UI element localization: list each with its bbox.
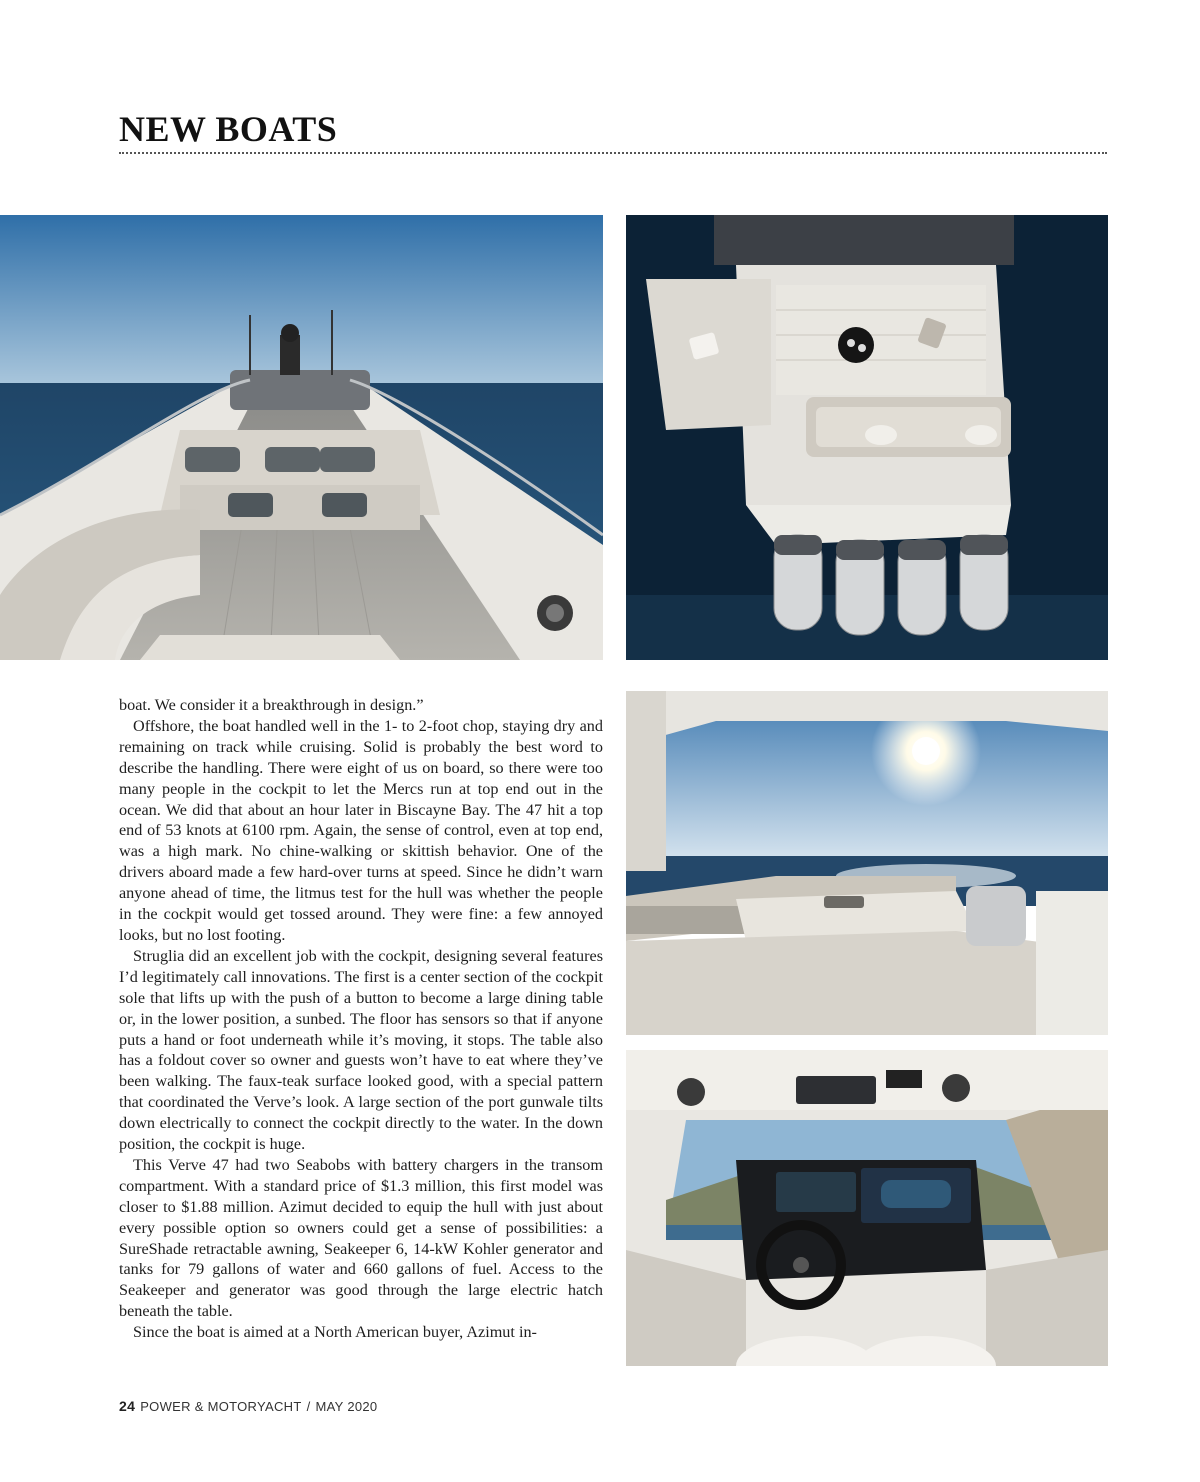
section-title: NEW BOATS <box>119 109 338 149</box>
article-paragraph: boat. We consider it a breakthrough in design.” <box>119 696 424 714</box>
aerial-stern-outboards-image <box>626 215 1108 660</box>
header-dotted-rule <box>119 152 1107 154</box>
article-paragraph: Since the boat is aimed at a North American buyer, Azimut in- <box>133 1323 537 1342</box>
article-paragraph: Offshore, the boat handled well in the 1- to 2-foot chop, staying dry and remaining on track while cruising. Solid is probably the best word to describe the handling. There were eight of us on board, so there were too many people in the cockpit to let the Mercs run at top end out in the ocean. We did that about an hour later in Biscayne Bay. The 47 hit a top end of 53 knots at 6100 rpm. Again, the sense of control, even at top end, was a high mark. No chine-walking or skittish behavior. One of the drivers aboard made a few hard-over turns at speed. Since he didn’t warn anyone ahead of time, the litmus test for the hull was whether the people in the cockpit would get tossed around. They were fine: a few annoyed looks, but no lost footing. <box>119 716 603 944</box>
cockpit-dining-table-image <box>626 691 1108 1035</box>
page-footer <box>119 1398 377 1414</box>
page-number: 24 <box>119 1398 136 1414</box>
helm-station-image <box>626 1050 1108 1366</box>
article-body <box>119 695 603 1343</box>
photo-aerial-stern <box>626 215 1108 660</box>
issue-date: MAY 2020 <box>315 1399 378 1414</box>
publication-name: POWER & MOTORYACHT <box>140 1399 302 1414</box>
boat-bow-sunpad-image <box>0 215 603 660</box>
footer-separator: / <box>306 1399 311 1414</box>
photo-foredeck <box>0 215 603 660</box>
photo-cockpit-table <box>626 691 1108 1035</box>
article-paragraph: This Verve 47 had two Seabobs with battery chargers in the transom compartment. With a standard price of $1.3 million, this first model was closer to $1.88 million. Azimut decided to equip the hull with just about every possible option so owners could get a sense of possibilities: a SureShade retractable awning, Seakeeper 6, 14-kW Kohler generator and tanks for 79 gallons of water and 660 gallons of fuel. Access to the Seakeeper and generator was good through the large electric hatch beneath the table. <box>119 1155 603 1321</box>
article-paragraph: Struglia did an excellent job with the cockpit, designing several features I’d legitimately call innovations. The first is a center section of the cockpit sole that lifts up with the push of a button to become a large dining table or, in the lower position, a sunbed. The floor has sensors so that if anyone puts a hand or foot underneath while it’s moving, it stops. The table also has a foldout cover so owner and guests won’t have to eat where they’ve been walking. The faux-teak surface looked good, with a special pattern that coordinated the Verve’s look. A large section of the port gunwale tilts down electrically to connect the cockpit directly to the water. In the down position, the cockpit is huge. <box>119 946 603 1154</box>
photo-helm <box>626 1050 1108 1366</box>
